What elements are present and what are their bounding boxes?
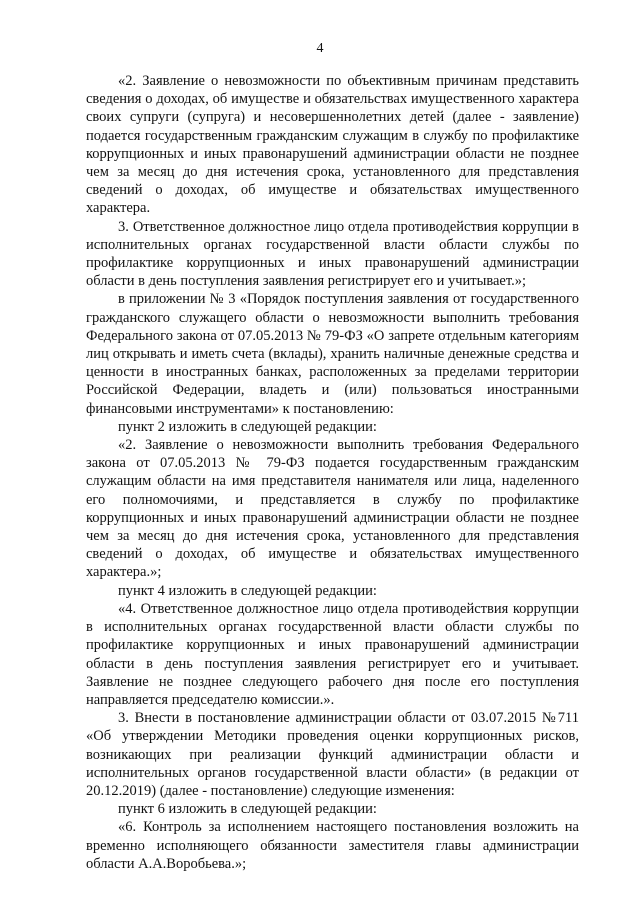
paragraph-3: в приложении № 3 «Порядок поступления заявления от государственного гражданского служащего области о невозможности выполнить требования Федерального закона от 07.05.2013 № 79-ФЗ «О запрете отдельным категориям лиц открывать и иметь счета (вклады), хранить наличные денежные средства и ценности в иностранных банках, расположенных за пределами территории Российской Федерации, владеть и (или) пользоваться иностранными финансовыми инструментами» к постановлению: bbox=[86, 291, 579, 417]
document-body bbox=[86, 72, 579, 873]
paragraph-4: пункт 2 изложить в следующей редакции: bbox=[118, 418, 377, 435]
paragraph-7: «4. Ответственное должностное лицо отдела противодействия коррупции в исполнительных органах государственной власти области службы по профилактике коррупционных и иных правонарушений администрации области в день поступления заявления регистрирует его и учитывает. Заявление не позднее следующего рабочего дня после его поступления направляется председателю комиссии.». bbox=[86, 600, 579, 708]
paragraph-2: 3. Ответственное должностное лицо отдела противодействия коррупции в исполнительных органах государственной власти области службы по профилактике коррупционных и иных правонарушений администрации области в день поступления заявления регистрирует его и учитывает.»; bbox=[86, 218, 579, 290]
paragraph-1: «2. Заявление о невозможности по объективным причинам представить сведения о доходах, об имуществе и обязательствах имущественного характера своих супруги (супруга) и несовершеннолетних детей (далее - заявление) подается государственным гражданским служащим в службу по профилактике коррупционных и иных правонарушений администрации области не позднее чем за месяц до дня истечения срока, установленного для представления сведений о доходах, об имуществе и обязательствах имущественного характера. bbox=[86, 73, 579, 217]
page-number: 4 bbox=[316, 41, 324, 56]
paragraph-8: 3. Внести в постановление администрации области от 03.07.2015 №711 «Об утверждении Методики проведения оценки коррупционных рисков, возникающих при реализации функций администрации области и исполнительных органов государственной власти области» (в редакции от 20.12.2019) (далее - постановление) следующие изменения: bbox=[86, 710, 579, 799]
paragraph-5: «2. Заявление о невозможности выполнить требования Федерального закона от 07.05.2013 № 79-ФЗ подается государственным гражданским служащим области на имя представителя нанимателя или лица, наделенного его полномочиями, и представляется в службу по профилактике коррупционных и иных правонарушений администрации области не позднее чем за месяц до дня истечения срока, установленного для представления сведений о доходах, об имуществе и обязательствах имущественного характера.»; bbox=[86, 437, 579, 581]
paragraph-9: пункт 6 изложить в следующей редакции: bbox=[118, 801, 377, 818]
paragraph-6: пункт 4 изложить в следующей редакции: bbox=[118, 582, 377, 599]
paragraph-10: «6. Контроль за исполнением настоящего постановления возложить на временно исполняющего обязанности заместителя главы администрации области А.А.Воробьева.»; bbox=[86, 819, 579, 872]
